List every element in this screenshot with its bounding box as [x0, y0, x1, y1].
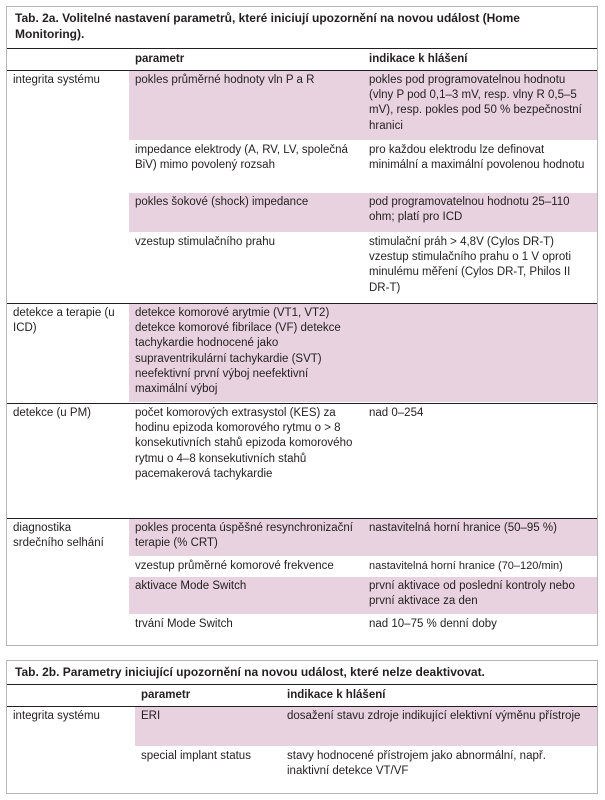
col-header-indication: indikace k hlášení — [287, 689, 386, 701]
category-label: integrita systému — [13, 74, 100, 86]
group-heart-failure-diagnostics — [7, 519, 597, 637]
category-label: detekce a terapie (u ICD) — [13, 307, 115, 335]
indication-cell: nad 10–75 % denní doby — [363, 615, 597, 637]
group-system-integrity — [7, 71, 597, 304]
parameter-cell: vzestup stimulačního prahu — [129, 233, 363, 303]
indication-cell: první aktivace od poslední kontroly nebo první aktivace za den — [363, 577, 597, 615]
parameter-cell: pokles šokové (shock) impedance — [129, 193, 363, 233]
table-2b-header — [7, 685, 597, 707]
indication-cell: stimulační práh > 4,8V (Cylos DR-T) vzestup stimulačního prahu o 1 V oproti minulému měření (Cylos DR-T, Philos II DR-T) — [363, 233, 597, 303]
group-detection-pm — [7, 404, 597, 519]
table-row — [129, 404, 597, 518]
table-row — [135, 707, 597, 747]
group-system-integrity-b — [7, 707, 597, 787]
table-2a-header — [7, 49, 597, 71]
table-2a — [6, 6, 598, 646]
parameter-cell: počet komorových extrasystol (KES) za hodinu epizoda komorového rytmu o > 8 konsekutivních stahů epizoda komorového rytmu o 4–8 konsekutivních stahů pacemakerová tachykardie — [129, 404, 363, 518]
parameter-cell: vzestup průměrné komorové frekvence — [129, 557, 363, 577]
table-row — [129, 233, 597, 303]
table-row — [129, 304, 597, 403]
indication-cell: dosažení stavu zdroje indikující elektivní výměnu přístroje — [281, 707, 597, 747]
indication-cell: nastavitelná horní hranice (70–120/min) — [363, 557, 597, 577]
parameter-cell: trvání Mode Switch — [129, 615, 363, 637]
group-detection-therapy-icd — [7, 304, 597, 404]
col-header-parameter: parametr — [141, 689, 191, 701]
indication-cell: nastavitelná horní hranice (50–95 %) — [363, 519, 597, 557]
table-row — [129, 577, 597, 615]
table-row — [129, 141, 597, 193]
parameter-cell: detekce komorové arytmie (VT1, VT2) detekce komorové fibrilace (VF) detekce tachykardie hodnocené jako supraventrikulární tachykardie (SVT) neefektivní první výboj neefektivní maximální výboj — [129, 304, 363, 403]
parameter-cell: aktivace Mode Switch — [129, 577, 363, 615]
category-label: integrita systému — [13, 710, 100, 722]
table-row — [129, 615, 597, 637]
indication-cell: stavy hodnocené přístrojem jako abnormální, např. inaktivní detekce VT/VF — [281, 747, 597, 787]
col-header-indication: indikace k hlášení — [369, 53, 468, 65]
parameter-cell: ERI — [135, 707, 281, 747]
table-row — [135, 747, 597, 787]
table-2b — [6, 660, 598, 794]
category-label: detekce (u PM) — [13, 407, 91, 419]
indication-cell — [363, 304, 597, 403]
table-row — [129, 557, 597, 577]
parameter-cell: pokles průměrné hodnoty vln P a R — [129, 71, 363, 141]
indication-cell: pod programovatelnou hodnotu 25–110 ohm; platí pro ICD — [363, 193, 597, 233]
table-2a-caption: Tab. 2a. Volitelné nastavení parametrů, které iniciují upozornění na novou událost (Home Monitoring). — [7, 7, 597, 49]
col-header-parameter: parametr — [135, 53, 185, 65]
parameter-cell: impedance elektrody (A, RV, LV, společná BiV) mimo povolený rozsah — [129, 141, 363, 193]
indication-cell: pokles pod programovatelnou hodnotu (vlny P pod 0,1–3 mV, resp. vlny R 0,5–5 mV), resp. pokles pod 50 % bezpečnostní hranici — [363, 71, 597, 141]
parameter-cell: pokles procenta úspěšné resynchronizační terapie (% CRT) — [129, 519, 363, 557]
table-row — [129, 519, 597, 557]
table-row — [129, 193, 597, 233]
table-2b-caption: Tab. 2b. Parametry iniciující upozornění na novou událost, které nelze deaktivovat. — [7, 661, 597, 685]
category-label: diagnostika srdečního selhání — [13, 522, 104, 550]
indication-cell: pro každou elektrodu lze definovat minimální a maximální povolenou hodnotu — [363, 141, 597, 193]
table-row — [129, 71, 597, 141]
parameter-cell: special implant status — [135, 747, 281, 787]
indication-cell: nad 0–254 — [363, 404, 597, 518]
